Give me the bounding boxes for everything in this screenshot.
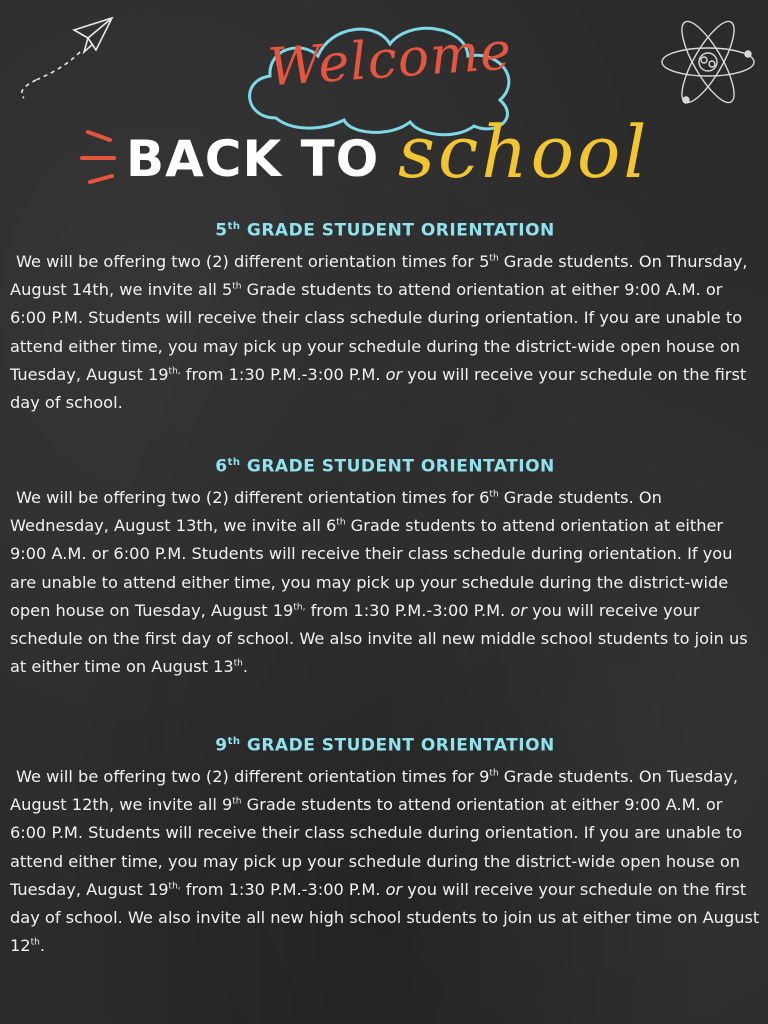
orientation-section-5th (10, 216, 760, 417)
welcome-title: Welcome (266, 21, 514, 99)
header (0, 0, 768, 200)
school-title: school (398, 110, 650, 194)
section-heading: 6th GRADE STUDENT ORIENTATION (215, 456, 555, 477)
back-to-title: BACK TO (126, 130, 380, 188)
paper-plane-icon (22, 18, 112, 98)
section-body: We will be offering two (2) different orientation times for 6th Grade students. On Wednesday, August 13th, we invite all 6th Grade students to attend orientation at either 9:00 A.M. or 6:00 P.M. Students will receive their class schedule during orientation. If you are unable to attend either time, you may pick up your schedule during the district-wide open house on Tuesday, August $19^{th,}$ from 1:30 P.M.-3:00 P.M. or you will receive your schedule on the first day of school. We also invite all new middle school students to join us at either time on August 13th. (10, 487, 748, 677)
section-heading: 5th GRADE STUDENT ORIENTATION (215, 220, 555, 241)
section-heading: 9th GRADE STUDENT ORIENTATION (215, 735, 555, 756)
atom-icon (662, 15, 754, 109)
section-body: We will be offering two (2) different orientation times for 9th Grade students. On Tuesday, August 12th, we invite all 9th Grade students to attend orientation at either 9:00 A.M. or 6:00 P.M. Students will receive their class schedule during orientation. If you are unable to attend either time, you may pick up your schedule during the district-wide open house on Tuesday, August $19^{th,}$ from 1:30 P.M.-3:00 P.M. or you will receive your schedule on the first day of school. We also invite all new high school students to join us at either time on August 12th. (10, 766, 760, 956)
orientation-section-6th (10, 452, 760, 682)
section-body: We will be offering two (2) different orientation times for 5th Grade students. On Thursday, August 14th, we invite all 5th Grade students to attend orientation at either 9:00 A.M. or 6:00 P.M. Students will receive their class schedule during orientation. If you are unable to attend either time, you may pick up your schedule during the district-wide open house on Tuesday, August $19^{th,}$ from 1:30 P.M.-3:00 P.M. or you will receive your schedule on the first day of school. (10, 251, 748, 413)
arrow-lines-icon (82, 132, 114, 182)
orientation-section-9th (10, 731, 760, 961)
